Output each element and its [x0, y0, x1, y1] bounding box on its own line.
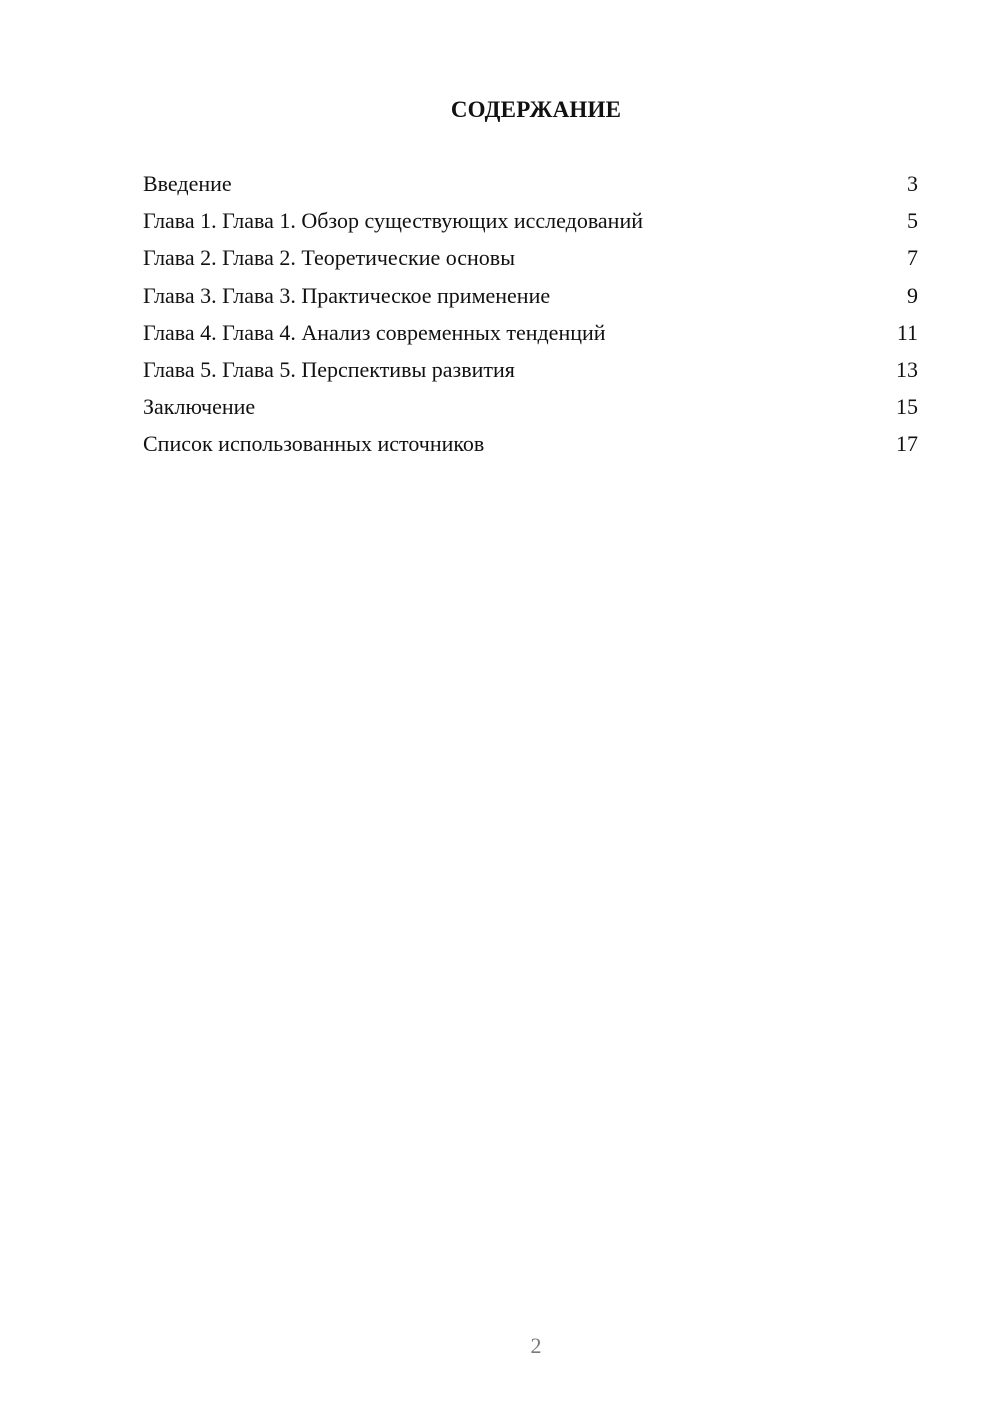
toc-entry-chapter-5 [143, 354, 918, 391]
toc-entry-title: Глава 3. Глава 3. Практическое применение [143, 282, 551, 308]
toc-entry-page: 11 [896, 319, 918, 345]
toc-entry-chapter-1 [143, 205, 918, 242]
toc-entry-conclusion [143, 391, 918, 428]
toc-entry-title: Заключение [143, 394, 256, 420]
toc-entry-introduction [143, 168, 918, 205]
toc-entry-title: Введение [143, 171, 232, 196]
toc-entry-page: 7 [907, 245, 918, 271]
toc-entry-references [143, 428, 918, 465]
toc-entry-title: Список использованных источников [143, 431, 485, 457]
toc-entry-title: Глава 5. Глава 5. Перспективы развития [143, 356, 515, 382]
page-number: 2 [530, 1333, 542, 1358]
toc-entry-title: Глава 4. Глава 4. Анализ современных тенденций [143, 319, 606, 345]
toc-entry-title: Глава 2. Глава 2. Теоретические основы [143, 245, 515, 271]
toc-entry-page: 17 [896, 431, 918, 457]
toc-entry-chapter-2 [143, 242, 918, 279]
table-of-contents [143, 168, 918, 466]
toc-entry-page: 9 [907, 282, 918, 308]
toc-entry-page: 13 [896, 356, 918, 382]
toc-entry-page: 3 [907, 171, 918, 196]
page-title: СОДЕРЖАНИЕ [450, 97, 622, 122]
toc-entry-title: Глава 1. Глава 1. Обзор существующих исследований [143, 208, 644, 234]
toc-entry-chapter-3 [143, 280, 918, 317]
toc-entry-chapter-4 [143, 317, 918, 354]
toc-entry-page: 15 [896, 394, 918, 420]
toc-entry-page: 5 [907, 208, 918, 234]
